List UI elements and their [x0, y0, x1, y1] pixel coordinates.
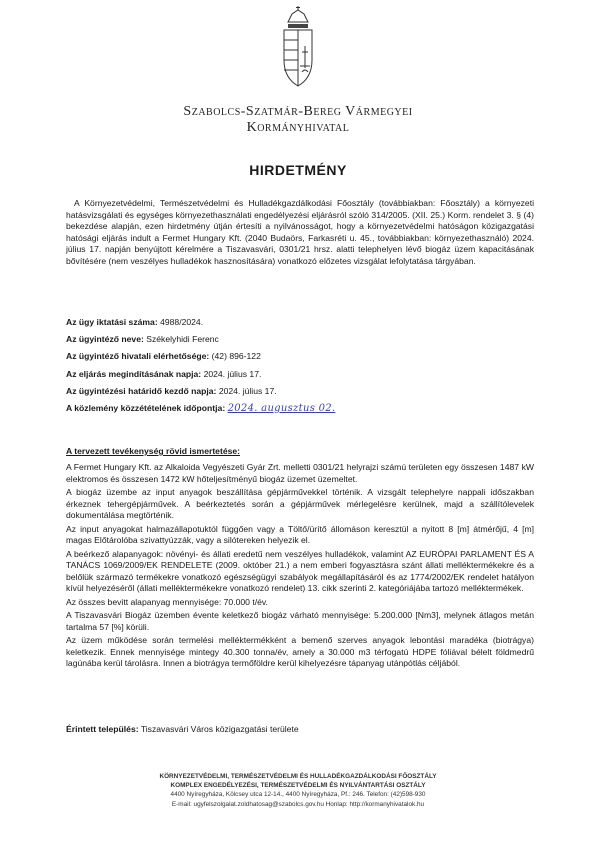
case-details — [66, 314, 534, 417]
field-label: A közlemény közzétételének időpontja: — [66, 402, 226, 413]
coat-of-arms-icon — [274, 6, 322, 96]
affected-label: Érintett település: — [66, 724, 139, 734]
footer-contact: E-mail: ugyfelszolgalat.zoldhatosag@szabolcs.gov.hu Honlap: http://kormanyhivatalok.hu — [171, 800, 425, 808]
affected-value: Tiszavasvári Város közigazgatási területe — [140, 724, 299, 734]
affected-settlement — [66, 724, 299, 734]
office-name-line1: Szabolcs-Szatmár-Bereg Vármegyei — [183, 104, 413, 119]
description-paragraph: Az input anyagokat halmazállapotuktól függően vagy a Töltő/ürítő állomáson keresztül a nyitott 8 [m] átmérőjű, 4 [m] magas Előtárolóba szivattyúzzák, vagy a silótereken helyezik el. — [66, 523, 534, 545]
description-paragraph: Az üzem működése során termelési melléktermékként a bemenő szerves anyagok lebontási maradéka (biotrágya) keletkezik. Ennek mennyisége mintegy 40.300 tonna/év, amely a 30.000 m3 térfogatú HDPE fóliával bélelt földmedrű lagúnába kerül tárolásra. Innen a biotrágya termőföldre kerül kihelyezésre tápanyag utánpótlás céljából. — [66, 635, 534, 668]
footer-division: KOMPLEX ENGEDÉLYEZÉSI, TERMÉSZETVÉDELMI ÉS NYILVÁNTARTÁSI OSZTÁLY — [170, 782, 426, 790]
publication-date-row — [66, 400, 534, 417]
document-title: HIRDETMÉNY — [249, 162, 347, 178]
deadline-start-row — [66, 383, 534, 400]
footer-department: KÖRNYEZETVÉDELMI, TERMÉSZETVÉDELMI ÉS HULLADÉKGAZDÁLKODÁSI FŐOSZTÁLY — [159, 773, 437, 780]
description-paragraph: A beérkező alapanyagok: növényi- és állati eredetű nem veszélyes hulladékok, valamint AZ EURÓPAI PARLAMENT ÉS A TANÁCS 1069/2009/EK RENDELETE (2009. október 21.) a nem emberi fogyasztásra szánt állati melléktermékekre és a belőlük származó termékekre vonatkozó egészségügyi szabályok megállapításáról és az 1774/2002/EK rendelet hatályon kívül helyezéséről (állati melléktermékekre vonatkozó rendelet) 13. cikk szerinti 2. kategóriájába tartozó melléktermékek. — [66, 548, 534, 593]
field-label: Az ügyintéző hivatali elérhetősége: — [66, 351, 210, 362]
section-title: A tervezett tevékenység rövid ismertetése: — [66, 446, 241, 456]
handwritten-date: 2024. augusztus 02. — [227, 402, 336, 414]
description-paragraph: A Fermet Hungary Kft. az Alkaloida Vegyészeti Gyár Zrt. melletti 0301/21 helyrajzi számú területen egy összesen 1487 kW elektromos és összesen 1472 kW hőteljesítményű biogáz üzemet üzemeltet. — [66, 462, 534, 484]
field-value: (42) 896-122 — [211, 351, 261, 362]
description-paragraph: Az összes bevitt alapanyag mennyisége: 70.000 t/év. — [66, 596, 268, 607]
description-paragraph: A Tiszavasvári Biogáz üzemben évente keletkező biogáz várható mennyisége: 5.200.000 [Nm3], melynek átlagos metán tartalma 57 [%] körüli. — [66, 610, 534, 632]
field-value: 4988/2024. — [160, 317, 204, 327]
field-value: Székelyhidi Ferenc — [146, 334, 219, 345]
procedure-start-row — [66, 366, 534, 383]
administrator-contact-row — [66, 348, 534, 365]
field-value: 2024. július 17. — [203, 368, 262, 379]
administrator-name-row — [66, 331, 534, 348]
description-paragraph: A biogáz üzembe az input anyagok beszállítása gépjárművekkel történik. A vizsgált telephelyre nappali időszakban érkeznek tehergépjárművek. A beérkeztetés során a gépjárművek mérlegelésre kerülnek, majd a szállítólevelek dokumentálása megtörténik. — [66, 487, 534, 520]
field-value: 2024. július 17. — [218, 385, 277, 396]
intro-paragraph: A Környezetvédelmi, Természetvédelmi és Hulladékgazdálkodási Főosztály (továbbiakban: Főosztály) a környezeti hatásvizsgálati és egységes környezethasználati engedélyezési eljárásról szóló 314/2005. (XII. 25.) Korm. rendelet 3. § (4) bekezdése alapján, ezen hirdetmény útján értesíti a nyilvánosságot, hogy a környezetvédelmi hatóságon közigazgatási hatósági eljárás indult a Fermet Hungary Kft. (2040 Budaörs, Farkasréti u. 45., továbbiakban: környezethasználó) 2024. július 17. napján benyújtott kérelmére a Tiszavasvári, 0301/21 hrsz. alatti telephelyen lévő biogáz üzem kapacitásának bővítésére (nem veszélyes hulladékok hasznosítására) vonatkozó előzetes vizsgálat lefolytatása tárgyában. — [66, 198, 534, 266]
footer-address: 4400 Nyíregyháza, Kölcsey utca 12-14., 4400 Nyíregyháza, Pf.: 246. Telefon: (42)598-930 — [170, 791, 426, 799]
office-name-line2: Kormányhivatal — [246, 120, 350, 135]
field-label: Az ügyintézési határidő kezdő napja: — [66, 385, 217, 396]
field-label: Az ügy iktatási száma: — [66, 317, 158, 327]
field-label: Az eljárás megindításának napja: — [66, 368, 202, 379]
footer — [0, 772, 596, 809]
case-number-row — [66, 314, 534, 331]
activity-description — [66, 462, 534, 672]
field-label: Az ügyintéző neve: — [66, 334, 144, 345]
